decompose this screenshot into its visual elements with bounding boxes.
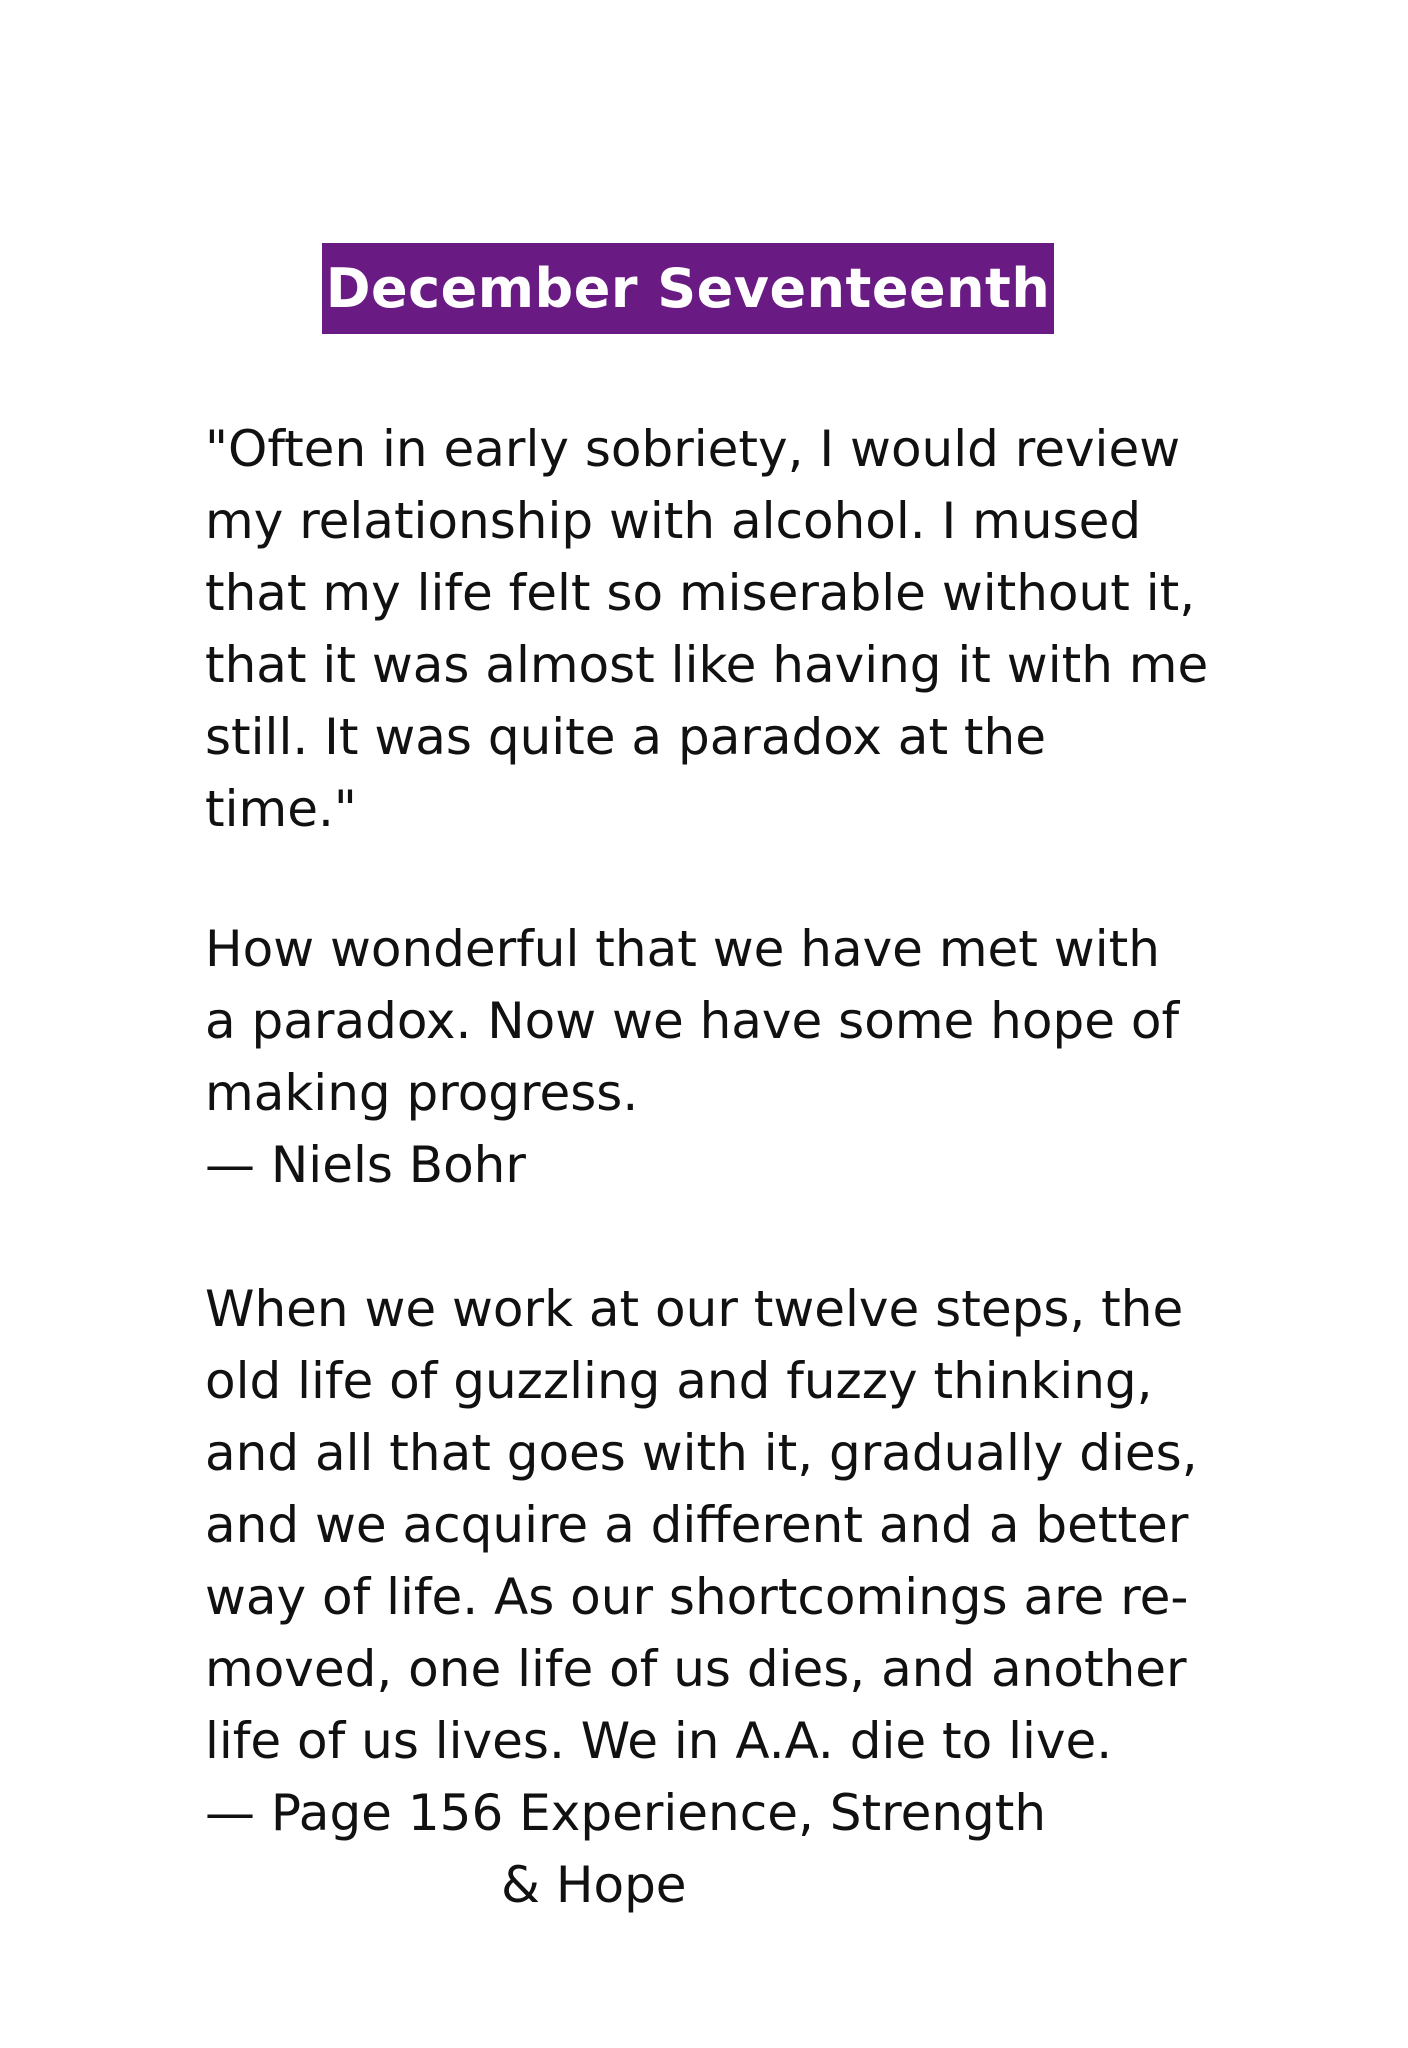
bohr-quote (205, 913, 1205, 1201)
quote-line: that it was almost like having it with me (205, 636, 1209, 694)
reflection-line: old life of guzzling and fuzzy thinking, (205, 1352, 1153, 1410)
reflection-line: and all that goes with it, gradually dies, (205, 1424, 1198, 1482)
bohr-line: a paradox. Now we have some hope of (205, 992, 1180, 1050)
reflection-line: moved, one life of us dies, and another (205, 1640, 1187, 1698)
quote-line: that my life felt so miserable without it, (205, 564, 1196, 622)
reflection-text (205, 1273, 1205, 1921)
quote-line: my relationship with alcohol. I mused (205, 492, 1142, 550)
reflection-line: life of us lives. We in A.A. die to live. (205, 1712, 1113, 1770)
quote-line: "Often in early sobriety, I would review (205, 420, 1181, 478)
source-attribution-continued: & Hope (501, 1856, 687, 1914)
opening-quote (205, 413, 1209, 845)
quote-line: still. It was quite a paradox at the (205, 708, 1046, 766)
quote-line: time." (205, 780, 357, 838)
source-attribution: — Page 156 Experience, Strength (205, 1784, 1047, 1842)
bohr-line: How wonderful that we have met with (205, 920, 1160, 978)
reflection-line: way of life. As our shortcomings are re- (205, 1568, 1189, 1626)
page-title: December Seventeenth (325, 257, 1051, 320)
reflection-line: When we work at our twelve steps, the (205, 1280, 1184, 1338)
bohr-line: making progress. (205, 1064, 639, 1122)
bohr-attribution: — Niels Bohr (205, 1136, 526, 1194)
title-banner (322, 243, 1054, 334)
reflection-line: and we acquire a different and a better (205, 1496, 1189, 1554)
